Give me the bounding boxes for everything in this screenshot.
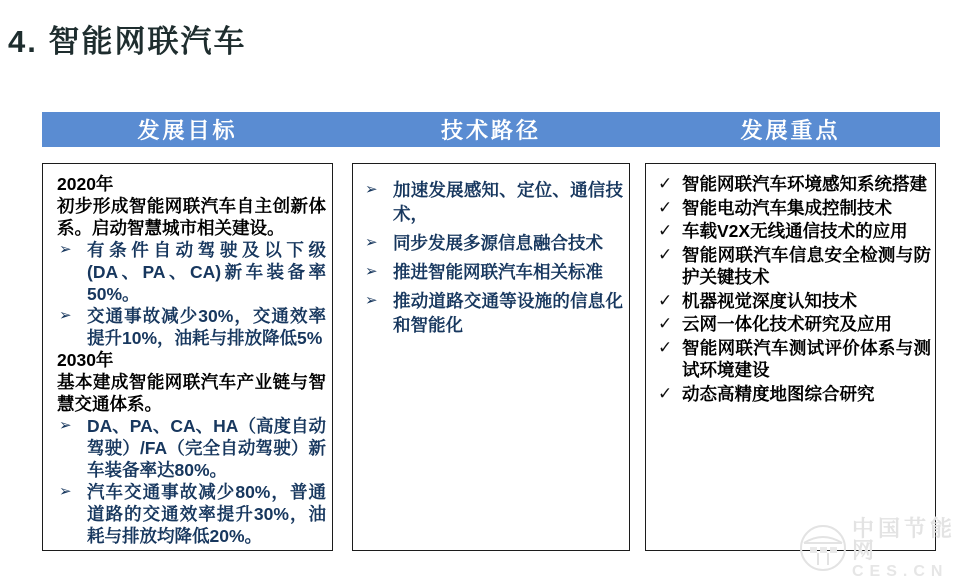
watermark-text xyxy=(852,518,966,581)
list-item-text: 智能网联汽车测试评价体系与测试环境建设 xyxy=(682,337,931,380)
list-item-text: 汽车交通事故减少80%，普通道路的交通效率提升30%，油耗与排放均降低20%。 xyxy=(87,482,326,546)
list-item xyxy=(57,415,326,481)
arrow-bullet-icon: ➢ xyxy=(59,307,72,324)
panel-goals xyxy=(42,163,333,551)
table-header-bar xyxy=(42,112,940,147)
list-item xyxy=(654,337,931,382)
list-item xyxy=(654,220,931,243)
check-bullet-icon: ✓ xyxy=(658,314,673,333)
check-bullet-icon: ✓ xyxy=(658,244,673,264)
watermark-site-name: 中国节能网 xyxy=(852,516,957,563)
list-item xyxy=(363,178,623,226)
list-item-text: 动态高精度地图综合研究 xyxy=(682,383,875,404)
list-item-text: 推动道路交通等设施的信息化和智能化 xyxy=(393,291,623,335)
list-item-text: 有条件自动驾驶及以下级(DA、PA、CA)新车装备率50%。 xyxy=(87,240,326,304)
list-item xyxy=(654,173,931,196)
check-bullet-icon: ✓ xyxy=(658,174,673,193)
list-item xyxy=(363,260,623,284)
list-item-text: 加速发展感知、定位、通信技术， xyxy=(393,180,623,224)
list-item-text: DA、PA、CA、HA（高度自动驾驶）/FA（完全自动驾驶）新车装备率达80%。 xyxy=(87,416,326,480)
column-header-tech-path: 技术路径 xyxy=(440,118,541,143)
list-item xyxy=(654,290,931,313)
list-item-text: 车载V2X无线通信技术的应用 xyxy=(682,221,908,241)
list-item-text: 同步发展多源信息融合技术 xyxy=(393,233,603,253)
goals-2020-heading: 2020年 xyxy=(57,174,114,194)
goals-2030-intro: 基本建成智能网联汽车产业链与智慧交通体系。 xyxy=(57,372,326,414)
list-item xyxy=(57,481,326,547)
list-item xyxy=(654,383,931,406)
list-item-text: 智能网联汽车信息安全检测与防护关键技术 xyxy=(682,244,931,287)
list-item xyxy=(654,313,931,336)
check-bullet-icon: ✓ xyxy=(658,290,673,310)
watermark-domain: CES.CN xyxy=(852,563,949,580)
check-bullet-icon: ✓ xyxy=(658,383,673,403)
list-item xyxy=(654,244,931,289)
list-item-text: 交通事故减少30%，交通效率提升10%，油耗与排放降低5% xyxy=(87,306,326,348)
page-title: 4. 智能网联汽车 xyxy=(8,24,247,59)
list-item xyxy=(57,239,326,305)
column-header-goals: 发展目标 xyxy=(137,118,238,143)
cesn-logo-icon xyxy=(798,523,848,578)
arrow-bullet-icon: ➢ xyxy=(365,292,378,309)
arrow-bullet-icon: ➢ xyxy=(59,417,72,434)
list-item-text: 推进智能网联汽车相关标准 xyxy=(393,262,603,282)
list-item xyxy=(363,289,623,337)
list-item xyxy=(654,197,931,220)
list-item-text: 智能网联汽车环境感知系统搭建 xyxy=(682,174,927,194)
list-item xyxy=(57,305,326,349)
column-header-focus: 发展重点 xyxy=(740,118,841,143)
goals-2030-heading: 2030年 xyxy=(57,350,114,370)
arrow-bullet-icon: ➢ xyxy=(59,483,72,500)
panel-tech-path xyxy=(352,163,630,551)
goals-2020-intro: 初步形成智能网联汽车自主创新体系。启动智慧城市相关建设。 xyxy=(57,196,326,238)
arrow-bullet-icon: ➢ xyxy=(59,241,72,258)
arrow-bullet-icon: ➢ xyxy=(365,234,378,251)
list-item-text: 机器视觉深度认知技术 xyxy=(682,290,857,311)
watermark xyxy=(798,518,966,581)
check-bullet-icon: ✓ xyxy=(658,337,673,357)
check-bullet-icon: ✓ xyxy=(658,197,673,217)
arrow-bullet-icon: ➢ xyxy=(365,181,378,198)
arrow-bullet-icon: ➢ xyxy=(365,263,378,280)
panel-focus xyxy=(645,163,936,551)
list-item xyxy=(363,231,623,255)
list-item-text: 云网一体化技术研究及应用 xyxy=(682,314,892,334)
list-item-text: 智能电动汽车集成控制技术 xyxy=(682,197,892,218)
check-bullet-icon: ✓ xyxy=(658,221,673,240)
